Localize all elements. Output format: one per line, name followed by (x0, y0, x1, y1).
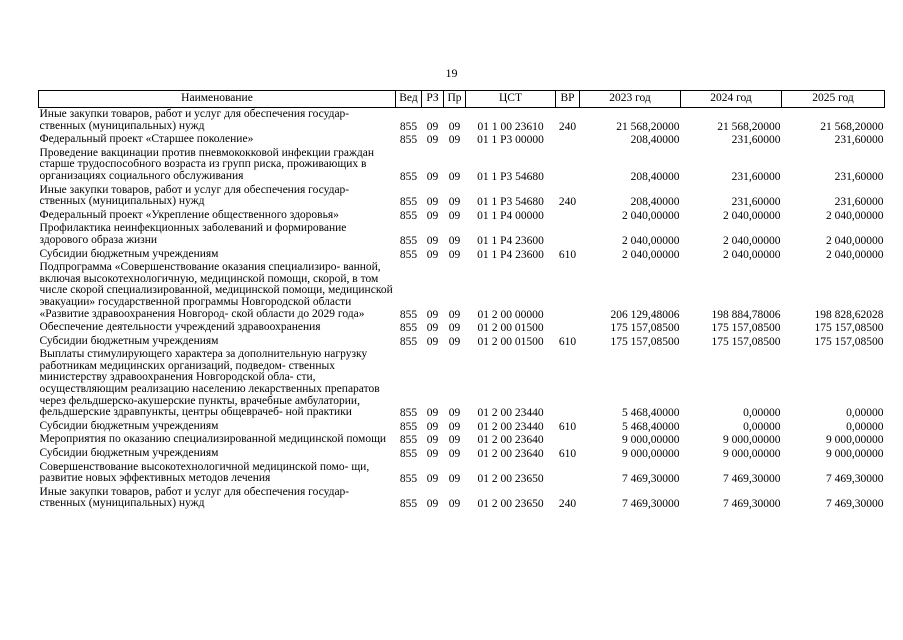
row-value-2024: 0,00000 (743, 407, 781, 420)
row-value-2023: 9 000,00000 (622, 434, 680, 447)
row-value-2023: 175 157,08500 (610, 322, 680, 335)
row-value-2023: 208,40000 (630, 196, 680, 209)
table-row (39, 261, 885, 321)
row-name: Мероприятия по оказанию специализированной медицинской помощи (39, 433, 387, 446)
row-cst: 01 2 00 23650 (477, 473, 544, 486)
row-value-2025: 0,00000 (846, 420, 884, 433)
table-row (39, 348, 885, 420)
row-name: Субсидии бюджетным учреждениям (39, 447, 219, 460)
row-cst: 01 1 P4 00000 (477, 209, 544, 222)
row-ved: 855 (399, 448, 418, 461)
row-vr (556, 133, 580, 147)
row-ved: 855 (399, 407, 418, 420)
row-cst: 01 2 00 23640 (477, 448, 544, 461)
row-cst: 01 1 00 23610 (477, 120, 544, 133)
table-row (39, 209, 885, 223)
table-row (39, 433, 885, 447)
row-name: Обеспечение деятельности учреждений здравоохранения (39, 321, 321, 334)
header-2025: 2025 год (782, 91, 885, 108)
row-ved: 855 (399, 498, 418, 511)
header-2024: 2024 год (681, 91, 782, 108)
row-pr: 09 (448, 434, 461, 447)
row-vr: 610 (558, 448, 577, 461)
row-value-2025: 2 040,00000 (826, 209, 884, 222)
row-value-2025: 0,00000 (846, 407, 884, 420)
row-name: Подпрограмма «Совершенствование оказания специализиро- ванной, включая высокотехнологичную, медицинской помощи, скорой, в том числе скорой специализированной, медицинской помощи, медицинской эвакуации» государственной программы Новгородской области «Развитие здравоохранения Новгород- ской области до 2029 года» (39, 261, 393, 320)
row-cst: 01 2 00 23640 (477, 434, 544, 447)
row-rz: 09 (426, 322, 439, 335)
row-value-2025: 21 568,20000 (820, 120, 884, 133)
row-value-2023: 21 568,20000 (616, 120, 680, 133)
row-value-2023: 208,40000 (630, 170, 680, 183)
row-value-2025: 231,60000 (834, 170, 884, 183)
row-value-2024: 175 157,08500 (711, 322, 781, 335)
row-value-2024: 2 040,00000 (723, 234, 781, 247)
row-ved: 855 (399, 196, 418, 209)
row-vr (556, 222, 580, 247)
row-pr: 09 (448, 498, 461, 511)
row-value-2024: 2 040,00000 (723, 248, 781, 261)
row-ved: 855 (399, 335, 418, 348)
row-value-2023: 2 040,00000 (622, 209, 680, 222)
row-value-2023: 2 040,00000 (622, 248, 680, 261)
row-ved: 855 (399, 308, 418, 321)
row-cst: 01 2 00 23440 (477, 407, 544, 420)
header-ved: Вед (396, 91, 422, 108)
row-rz: 09 (426, 434, 439, 447)
row-ved: 855 (399, 248, 418, 261)
row-cst: 01 1 P3 54680 (477, 170, 544, 183)
row-rz: 09 (426, 308, 439, 321)
row-name: Иные закупки товаров, работ и услуг для обеспечения государ- ственных (муниципальных) нужд (39, 183, 350, 208)
row-name: Иные закупки товаров, работ и услуг для обеспечения государ- ственных (муниципальных) нужд (39, 485, 350, 510)
row-value-2025: 7 469,30000 (826, 473, 884, 486)
row-vr (556, 261, 580, 321)
table-row (39, 335, 885, 349)
row-pr: 09 (448, 308, 461, 321)
header-rz: РЗ (422, 91, 444, 108)
row-rz: 09 (426, 234, 439, 247)
table-row (39, 321, 885, 335)
row-vr (556, 433, 580, 447)
row-value-2025: 7 469,30000 (826, 498, 884, 511)
row-name: Федеральный проект «Укрепление общественного здоровья» (39, 208, 339, 221)
table-row (39, 184, 885, 209)
row-value-2025: 2 040,00000 (826, 234, 884, 247)
row-vr: 610 (558, 248, 577, 261)
row-cst: 01 1 P4 23600 (477, 234, 544, 247)
row-name: Проведение вакцинации против пневмококковой инфекции граждан старше трудоспособного возраста из групп риска, проживающих в организациях социального обслуживания (39, 146, 375, 182)
row-name: Выплаты стимулирующего характера за дополнительную нагрузку работникам медицинских организаций, подведом- ственных министерству здравоохранения Новгородской обла- сти, осуществляющим реализацию населению лекарственных препаратов через фельдшерско-акушерские пункты, врачебные амбулатории, фельдшерские здравпункты, центры общеврачеб- ной практики (39, 348, 380, 419)
page-number: 19 (445, 66, 458, 80)
row-cst: 01 1 P3 54680 (477, 196, 544, 209)
row-value-2025: 175 157,08500 (814, 335, 884, 348)
row-value-2023: 5 468,40000 (622, 420, 680, 433)
row-rz: 09 (426, 196, 439, 209)
row-value-2023: 175 157,08500 (610, 335, 680, 348)
row-vr: 240 (558, 498, 577, 511)
row-vr: 610 (558, 420, 577, 433)
header-pr: Пр (444, 91, 466, 108)
row-value-2025: 2 040,00000 (826, 248, 884, 261)
row-rz: 09 (426, 170, 439, 183)
row-ved: 855 (399, 120, 418, 133)
row-value-2025: 231,60000 (834, 134, 884, 147)
row-vr: 610 (558, 335, 577, 348)
row-value-2024: 9 000,00000 (723, 434, 781, 447)
row-rz: 09 (426, 209, 439, 222)
row-pr: 09 (448, 473, 461, 486)
row-value-2023: 7 469,30000 (622, 473, 680, 486)
row-value-2023: 9 000,00000 (622, 448, 680, 461)
table-body (39, 108, 885, 512)
row-value-2025: 198 828,62028 (814, 308, 884, 321)
row-vr: 240 (558, 120, 577, 133)
row-cst: 01 1 P3 00000 (477, 134, 544, 147)
header-cst: ЦСТ (466, 91, 556, 108)
table-row (39, 147, 885, 184)
budget-table (38, 90, 885, 511)
row-value-2023: 7 469,30000 (622, 498, 680, 511)
row-value-2025: 9 000,00000 (826, 448, 884, 461)
row-ved: 855 (399, 322, 418, 335)
header-2023: 2023 год (580, 91, 681, 108)
row-ved: 855 (399, 234, 418, 247)
row-value-2024: 231,60000 (731, 134, 781, 147)
row-rz: 09 (426, 448, 439, 461)
row-value-2025: 175 157,08500 (814, 322, 884, 335)
row-cst: 01 2 00 01500 (477, 322, 544, 335)
row-name: Субсидии бюджетным учреждениям (39, 247, 219, 260)
row-value-2025: 231,60000 (834, 196, 884, 209)
row-rz: 09 (426, 120, 439, 133)
table-row (39, 133, 885, 147)
row-ved: 855 (399, 134, 418, 147)
row-vr (556, 461, 580, 486)
row-pr: 09 (448, 322, 461, 335)
table-row (39, 461, 885, 486)
row-pr: 09 (448, 407, 461, 420)
row-cst: 01 2 00 23650 (477, 498, 544, 511)
row-name: Профилактика неинфекционных заболеваний и формирование здорового образа жизни (39, 222, 347, 246)
row-rz: 09 (426, 134, 439, 147)
table-row (39, 447, 885, 461)
row-value-2024: 231,60000 (731, 170, 781, 183)
row-cst: 01 1 P4 23600 (477, 248, 544, 261)
row-value-2025: 9 000,00000 (826, 434, 884, 447)
row-value-2024: 21 568,20000 (717, 120, 781, 133)
row-pr: 09 (448, 248, 461, 261)
row-value-2024: 175 157,08500 (711, 335, 781, 348)
row-ved: 855 (399, 473, 418, 486)
table-row (39, 222, 885, 247)
row-value-2024: 7 469,30000 (723, 498, 781, 511)
row-ved: 855 (399, 209, 418, 222)
row-value-2023: 208,40000 (630, 134, 680, 147)
row-rz: 09 (426, 473, 439, 486)
row-rz: 09 (426, 407, 439, 420)
row-cst: 01 2 00 01500 (477, 335, 544, 348)
row-value-2023: 2 040,00000 (622, 234, 680, 247)
row-cst: 01 2 00 00000 (477, 308, 544, 321)
row-vr (556, 321, 580, 335)
row-pr: 09 (448, 234, 461, 247)
row-rz: 09 (426, 248, 439, 261)
row-pr: 09 (448, 335, 461, 348)
row-value-2024: 0,00000 (743, 420, 781, 433)
header-vr: ВР (556, 91, 580, 108)
row-pr: 09 (448, 170, 461, 183)
row-vr (556, 147, 580, 184)
row-value-2024: 7 469,30000 (723, 473, 781, 486)
table-header-row (39, 91, 885, 108)
row-pr: 09 (448, 420, 461, 433)
row-value-2024: 9 000,00000 (723, 448, 781, 461)
row-ved: 855 (399, 170, 418, 183)
row-pr: 09 (448, 120, 461, 133)
row-name: Субсидии бюджетным учреждениям (39, 419, 219, 432)
row-pr: 09 (448, 209, 461, 222)
row-pr: 09 (448, 134, 461, 147)
row-name: Федеральный проект «Старшее поколение» (39, 133, 254, 146)
row-vr (556, 348, 580, 420)
row-name: Совершенствование высокотехнологичной медицинской помо- щи, развитие новых эффективных методов лечения (39, 460, 370, 485)
row-value-2024: 198 884,78006 (711, 308, 781, 321)
row-value-2024: 231,60000 (731, 196, 781, 209)
header-name: Наименование (39, 91, 396, 108)
table-row (39, 486, 885, 511)
table-row (39, 248, 885, 262)
row-vr: 240 (558, 196, 577, 209)
row-value-2023: 5 468,40000 (622, 407, 680, 420)
row-name: Иные закупки товаров, работ и услуг для обеспечения государ- ственных (муниципальных) нужд (39, 108, 350, 132)
row-ved: 855 (399, 420, 418, 433)
row-pr: 09 (448, 196, 461, 209)
row-name: Субсидии бюджетным учреждениям (39, 334, 219, 347)
row-rz: 09 (426, 498, 439, 511)
row-value-2024: 2 040,00000 (723, 209, 781, 222)
row-pr: 09 (448, 448, 461, 461)
row-rz: 09 (426, 420, 439, 433)
row-ved: 855 (399, 434, 418, 447)
row-rz: 09 (426, 335, 439, 348)
row-cst: 01 2 00 23440 (477, 420, 544, 433)
row-value-2023: 206 129,48006 (610, 308, 680, 321)
table-row (39, 420, 885, 434)
row-vr (556, 209, 580, 223)
table-row (39, 108, 885, 134)
